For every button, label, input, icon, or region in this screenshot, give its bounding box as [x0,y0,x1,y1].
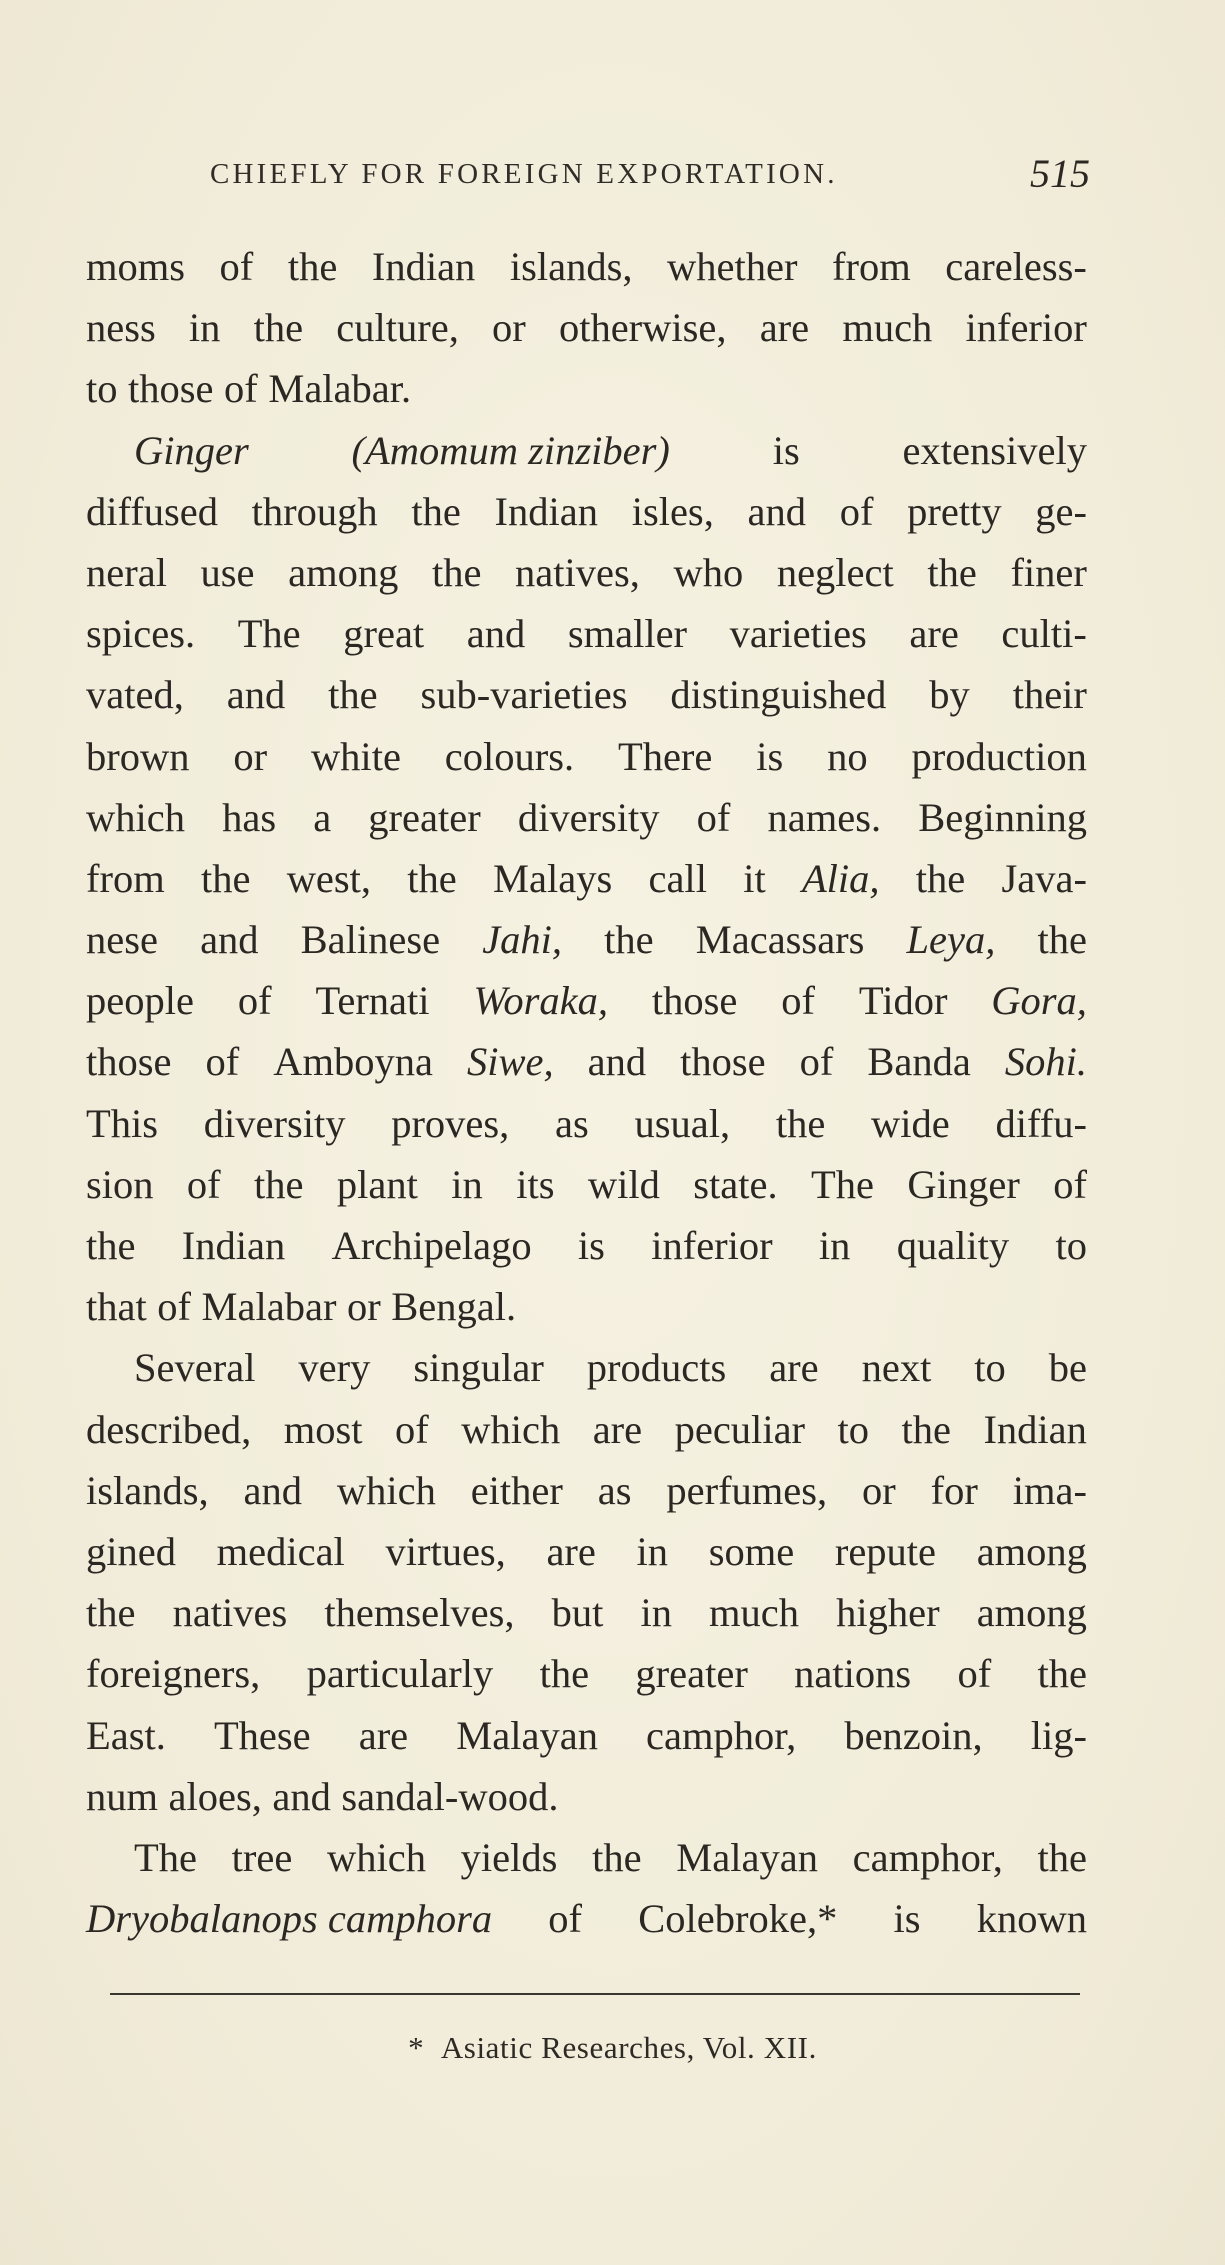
word: in [636,1528,669,1574]
text-line [86,1337,1087,1398]
word: Macassars [695,917,865,963]
word: no [827,733,868,779]
word: from [832,244,911,289]
word: pretty [907,488,1002,534]
word: islands, [509,244,633,289]
text-line [86,1215,1087,1276]
word: distinguished [670,672,887,718]
word: The [237,611,301,657]
word: the [927,549,977,595]
word: or [492,305,526,351]
running-head [210,150,1090,194]
word: is [577,1223,605,1268]
word: state. [693,1161,778,1207]
word: and [272,1773,331,1819]
word: of [186,1161,221,1207]
word: are [358,1712,409,1758]
word: those [128,366,214,412]
word: Colebroke,* [638,1896,838,1942]
word: finer [1010,549,1087,595]
word: diversity [517,794,660,840]
word: higher [836,1590,940,1636]
word: culti- [1001,611,1087,657]
text-line [86,848,1087,909]
word: ima- [1012,1467,1087,1513]
word: Woraka, [473,978,609,1024]
word: the [901,1406,951,1452]
word: to [86,366,118,412]
text-line [86,1766,1087,1827]
word: Leya, [906,917,996,963]
word: it [743,855,766,901]
word: the [287,244,338,289]
word: greater [368,794,481,840]
word: as [555,1100,589,1146]
word: of [781,978,816,1024]
word: usual, [634,1100,731,1146]
word: be [1048,1345,1087,1391]
word: camphor, [646,1712,797,1758]
word: of [205,1039,240,1085]
word: gined [86,1528,176,1574]
word: to [1055,1223,1087,1268]
word: Alia, [801,855,880,901]
text-line [86,1582,1087,1643]
word: sub-varieties [420,672,628,718]
word: among [288,549,399,595]
word: call [648,855,707,901]
word: names. [767,794,882,840]
text-line [86,909,1087,970]
word: Malayan [456,1712,598,1758]
word: of [696,794,731,840]
word: sandal-wood. [341,1773,559,1819]
word: and [243,1467,302,1513]
text-line [86,1399,1087,1460]
text-line [86,726,1087,787]
word: Gora, [991,978,1087,1024]
word: are [759,305,810,351]
word: vated, [86,672,184,718]
footnote [0,2030,1225,2066]
page-number: 515 [1030,151,1090,196]
word: smaller [567,611,688,657]
footnote-mark: * [408,2030,425,2065]
word: the [254,1161,304,1207]
word: wild [587,1161,660,1207]
word: inferior [965,305,1087,351]
word: are [909,611,959,657]
text-line [86,1093,1087,1154]
word: which [86,794,185,840]
word: of [548,1896,583,1942]
text-line [86,1888,1087,1949]
word: are [546,1528,596,1574]
word: Beginning [918,794,1087,840]
word: of [157,1284,191,1330]
word: neglect [776,549,894,595]
word: the [431,549,482,595]
word: and [587,1039,647,1085]
word: for [930,1467,978,1513]
word: Indian [494,488,598,534]
word: Malays [493,855,613,901]
word: foreigners, [86,1651,261,1697]
word: the [1037,1834,1087,1880]
word: to [974,1345,1006,1391]
word: in [818,1223,851,1268]
word: the [200,855,251,901]
word: of [219,244,254,289]
text-line [86,1827,1087,1888]
word: The [811,1161,874,1207]
word: among [976,1590,1087,1636]
word: plant [336,1161,418,1207]
word: medical [216,1528,345,1574]
word: Ginger [907,1161,1020,1207]
word: benzoin, [844,1712,983,1758]
word: or [233,733,268,779]
word: nations [794,1651,912,1697]
word: Siwe, [466,1039,554,1085]
word: Bengal. [391,1284,517,1330]
text-line [86,358,1087,419]
word: or [862,1467,896,1513]
text-line [86,603,1087,664]
word: the [915,855,966,901]
word: has [222,794,277,840]
word: brown [86,733,190,779]
text-line [86,542,1087,603]
word: colours. [444,733,575,779]
text-line [86,1154,1087,1215]
text-line [86,664,1087,725]
word: Malabar [201,1284,337,1330]
word: and [466,611,526,657]
word: west, [286,855,372,901]
word: num [86,1773,159,1819]
text-line [86,1643,1087,1704]
text-line [86,787,1087,848]
word: the [592,1834,642,1880]
word: Balinese [300,917,441,963]
word: wide [871,1100,950,1146]
word: Ternati [315,978,430,1024]
text-line [86,1276,1087,1337]
word: Indian [371,244,476,289]
word: the [604,917,654,963]
word: natives [172,1590,288,1636]
word: products [586,1345,727,1391]
word: The [134,1834,197,1880]
word: spices. [86,611,196,657]
word: in [188,305,221,351]
word: the [1037,917,1087,963]
word: in [640,1590,672,1636]
word: Jahi, [482,917,563,963]
word: Malabar. [268,366,412,412]
word: is [756,733,784,779]
word: isles, [631,488,714,534]
footnote-text: Asiatic Researches, Vol. XII. [440,2030,817,2065]
text-line [86,970,1087,1031]
word: varieties [729,611,867,657]
word: of [224,366,258,412]
word: the [328,672,378,718]
word: to [837,1406,870,1452]
word: its [516,1161,555,1207]
word: Archipelago [331,1223,532,1268]
word: aloes, [168,1773,262,1819]
word: known [976,1896,1087,1942]
word: themselves, [324,1590,515,1636]
word: whether [667,244,798,289]
word: careless- [945,244,1087,289]
word: very [298,1345,371,1391]
word: Several [134,1345,256,1391]
word: Tidor [858,978,948,1024]
word: either [470,1467,563,1513]
word: much [842,305,933,351]
word: next [861,1345,932,1391]
footnote-rule [110,1993,1080,1995]
word: camphor, [852,1834,1003,1880]
word: virtues, [385,1528,506,1574]
word: Dryobalanops camphora [86,1896,493,1942]
word: that [86,1284,147,1330]
word: and [200,917,259,963]
word: of [957,1651,992,1697]
word: Indian [983,1406,1087,1452]
word: some [708,1528,795,1574]
word: neral [86,549,167,595]
text-line [86,481,1087,542]
word: in [451,1161,483,1207]
word: Java- [1001,855,1087,901]
word: peculiar [674,1406,806,1452]
text-line [86,1705,1087,1766]
word: white [310,733,401,779]
word: those [680,1039,766,1085]
text-line [86,1521,1087,1582]
word: otherwise, [558,305,727,351]
word: which [327,1834,426,1880]
word: proves, [391,1100,510,1146]
word: and [747,488,806,534]
word: production [911,733,1087,779]
word: but [551,1590,604,1636]
word: of [1053,1161,1087,1207]
word: who [673,549,744,595]
word: which [336,1467,436,1513]
word: There [617,733,713,779]
word: diversity [203,1100,346,1146]
word: the [407,855,457,901]
word: the [411,488,461,534]
word: yields [460,1834,558,1880]
word: Banda [867,1039,971,1085]
word: people [86,978,194,1024]
word: ness [86,305,156,351]
text-line [86,1460,1087,1521]
word: the [86,1223,136,1268]
word: are [592,1406,643,1452]
word: Ginger [134,427,249,473]
word: This [86,1100,159,1146]
word: through [251,488,378,534]
word: nese [86,917,158,963]
word: Indian [181,1223,286,1268]
word: ge- [1035,488,1087,534]
word: These [213,1712,311,1758]
word: are [769,1345,819,1391]
word: and [226,672,286,718]
word: culture, [336,305,459,351]
word: inferior [651,1223,773,1268]
word: Malayan [676,1834,818,1880]
text-line [86,420,1087,481]
word: Sohi. [1004,1039,1087,1085]
word: of [839,488,874,534]
word: greater [635,1651,748,1697]
word: is [893,1896,921,1942]
word: much [709,1590,800,1636]
word: islands, [86,1467,209,1513]
text-line [86,297,1087,358]
word: most [283,1406,363,1452]
word: the [1037,1651,1087,1697]
word: the [253,305,304,351]
word: a [313,794,332,840]
word: perfumes, [666,1467,828,1513]
word: East. [86,1712,166,1758]
text-line [86,1031,1087,1092]
word: from [86,855,165,901]
word: tree [231,1834,293,1880]
word: the [539,1651,590,1697]
word: extensively [902,427,1087,473]
word: the [86,1590,136,1636]
word: repute [834,1528,937,1574]
word: of [237,978,272,1024]
word: moms [86,244,186,289]
word: natives, [515,549,640,595]
word: use [200,549,255,595]
word: their [1012,672,1087,718]
word: by [929,672,970,718]
word: quality [896,1223,1010,1268]
word: sion [86,1161,154,1207]
word: those [651,978,738,1024]
word: particularly [306,1651,494,1697]
word: diffused [86,488,218,534]
word: described, [86,1406,252,1452]
word: among [976,1528,1087,1574]
word: is [772,427,800,473]
word: which [461,1406,561,1452]
word: of [395,1406,429,1452]
word: diffu- [995,1100,1087,1146]
word: Amboyna [273,1039,433,1085]
word: great [343,611,425,657]
word: those [86,1039,172,1085]
word: the [775,1100,826,1146]
word: singular [413,1345,544,1391]
body-text [86,236,1087,1949]
running-title: CHIEFLY FOR FOREIGN EXPORTATION. [210,158,838,190]
word: lig- [1030,1712,1087,1758]
word: (Amomum zinziber) [351,427,670,473]
text-line [86,236,1087,297]
word: of [799,1039,834,1085]
word: as [597,1467,632,1513]
word: or [346,1284,381,1330]
